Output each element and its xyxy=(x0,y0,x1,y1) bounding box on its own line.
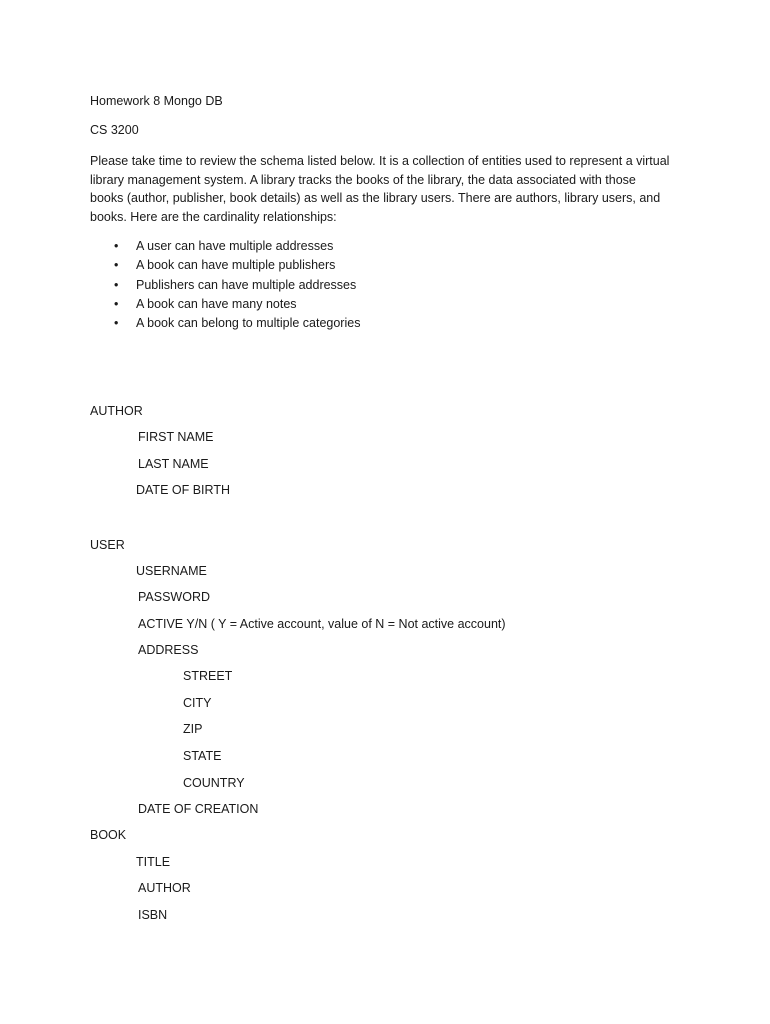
bullet-icon: • xyxy=(114,258,119,273)
intro-paragraph: Please take time to review the schema listed below. It is a collection of entities used to represent a virtual library management system. A library tracks the books of the library, the data associated with those books (author, publisher, book details) as well as the library users. There are authors, library users, and books. Here are the cardinality relationships: xyxy=(90,154,670,224)
address-field-city: CITY xyxy=(183,696,212,710)
list-item-text: Publishers can have multiple addresses xyxy=(136,277,357,292)
user-field-date-of-creation: DATE OF CREATION xyxy=(138,802,259,816)
user-field-address: ADDRESS xyxy=(138,643,199,657)
user-field-password: PASSWORD xyxy=(138,590,210,604)
book-field-isbn: ISBN xyxy=(138,908,168,922)
list-item-text: A book can have multiple publishers xyxy=(136,258,336,273)
list-item-text: A book can belong to multiple categories xyxy=(136,316,361,331)
bullet-icon: • xyxy=(114,316,119,331)
list-item-text: A book can have many notes xyxy=(136,296,297,311)
book-field-author: AUTHOR xyxy=(138,881,191,895)
bullet-icon: • xyxy=(114,239,119,253)
bullet-icon: • xyxy=(114,296,119,311)
entity-book-heading: BOOK xyxy=(90,828,127,842)
author-field-date-of-birth: DATE OF BIRTH xyxy=(136,483,230,497)
document-title: Homework 8 Mongo DB xyxy=(90,94,223,108)
address-field-street: STREET xyxy=(183,669,233,683)
entity-user-heading: USER xyxy=(90,538,125,552)
user-field-active: ACTIVE Y/N ( Y = Active account, value of N = Not active account) xyxy=(138,617,506,631)
entity-author-heading: AUTHOR xyxy=(90,404,143,418)
author-field-first-name: FIRST NAME xyxy=(138,430,214,444)
course-code: CS 3200 xyxy=(90,123,139,137)
list-item-text: A user can have multiple addresses xyxy=(136,239,334,253)
address-field-zip: ZIP xyxy=(183,722,203,736)
address-field-state: STATE xyxy=(183,749,222,763)
book-field-title: TITLE xyxy=(136,855,171,869)
address-field-country: COUNTRY xyxy=(183,776,245,790)
bullet-icon: • xyxy=(114,277,119,292)
author-field-last-name: LAST NAME xyxy=(138,457,209,471)
user-field-username: USERNAME xyxy=(136,564,207,578)
